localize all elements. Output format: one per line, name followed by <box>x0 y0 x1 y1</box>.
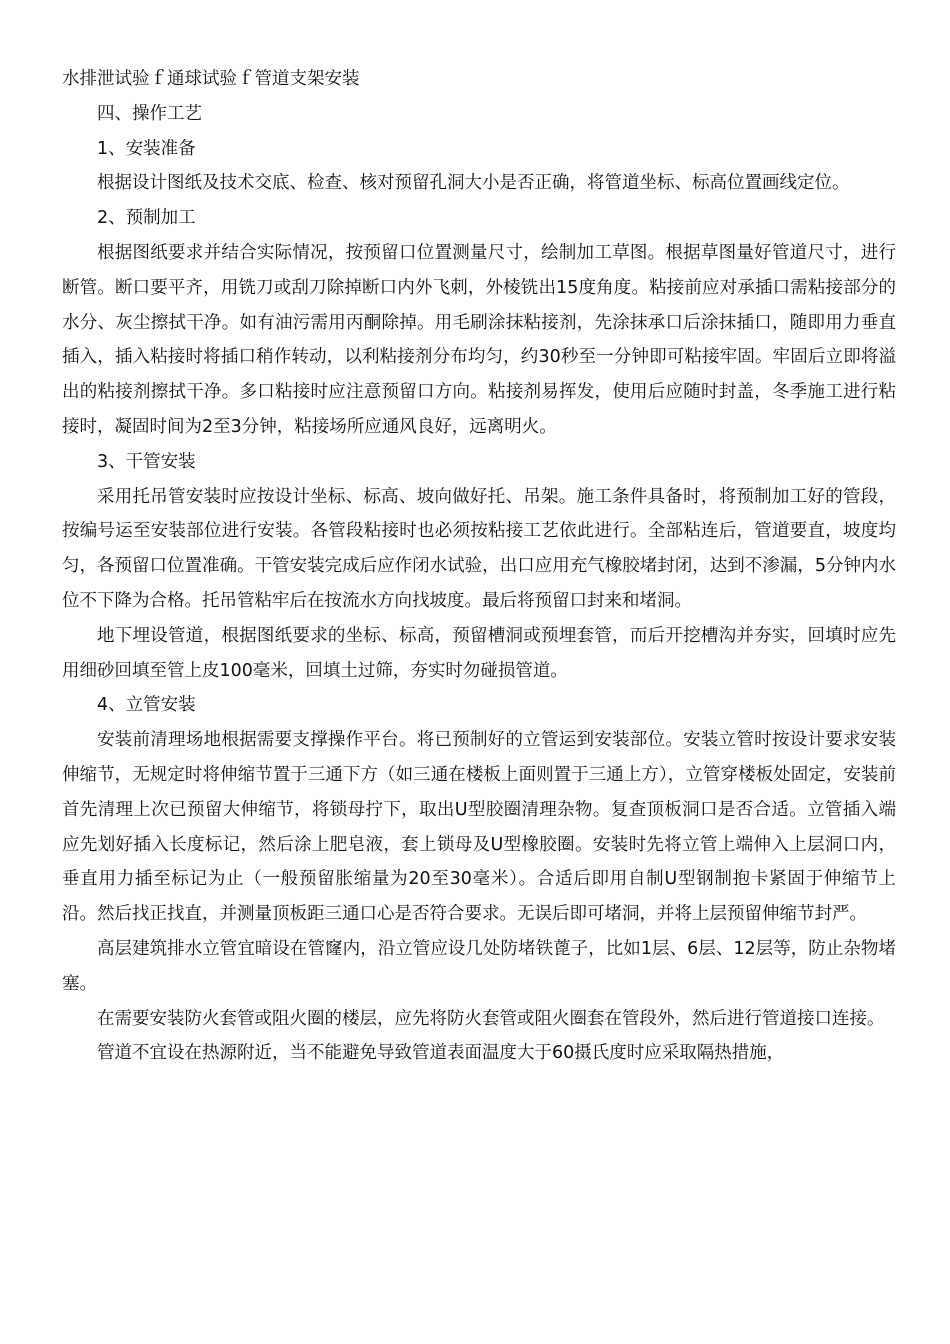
paragraph-riser-installation: 安装前清理场地根据需要支撑操作平台。将已预制好的立管运到安装部位。安装立管时按设计要求安装伸缩节，无规定时将伸缩节置于三通下方（如三通在楼板上面则置于三通上方），立管穿楼板处固定，安装前首先清理上次已预留大伸缩节，将锁母拧下，取出U型胶圈清理杂物。复查顶板洞口是否合适。立管插入端应先划好插入长度标记，然后涂上肥皂液，套上锁母及U型橡胶圈。安装时先将立管上端伸入上层洞口内，垂直用力插至标记为止（一般预留胀缩量为20至30毫米）。合适后即用自制U型钢制抱卡紧固于伸缩节上沿。然后找正找直，并测量顶板距三通口心是否符合要求。无误后即可堵洞，并将上层预留伸缩节封严。 <box>62 730 896 925</box>
subheading-main-pipe-installation: 3、干管安装 <box>97 451 196 472</box>
subheading-riser-installation: 4、立管安装 <box>97 695 196 716</box>
paragraph-process-flow-tail: 水排泄试验ｆ通球试验ｆ管道支架安装 <box>62 69 360 89</box>
paragraph-underground-pipe: 地下埋设管道，根据图纸要求的坐标、标高，预留槽洞或预埋套管，而后开挖槽沟并夯实，回填时应先用细砂回填至管上皮100毫米，回填土过筛，夯实时勿碰损管道。 <box>62 625 896 681</box>
section-heading-operation-process: 四、操作工艺 <box>97 103 202 124</box>
paragraph-installation-preparation: 根据设计图纸及技术交底、检查、核对预留孔洞大小是否正确，将管道坐标、标高位置画线定位。 <box>97 173 850 194</box>
paragraph-main-pipe-installation: 采用托吊管安装时应按设计坐标、标高、坡向做好托、吊架。施工条件具备时，将预制加工好的管段，按编号运至安装部位进行安装。各管段粘接时也必须按粘接工艺依此进行。全部粘连后，管道要直，坡度均匀，各预留口位置准确。干管安装完成后应作闭水试验，出口应用充气橡胶堵封闭，达到不渗漏，5分钟内水位不下降为合格。托吊管粘牢后在按流水方向找坡度。最后将预留口封来和堵洞。 <box>62 486 896 611</box>
paragraph-heat-source: 管道不宜设在热源附近，当不能避免导致管道表面温度大于60摄氏度时应采取隔热措施， <box>97 1043 785 1064</box>
subheading-installation-preparation: 1、安装准备 <box>97 138 196 159</box>
paragraph-high-rise-riser: 高层建筑排水立管宜暗设在管窿内，沿立管应设几处防堵铁蓖子，比如1层、6层、12层等，防止杂物堵塞。 <box>62 938 896 994</box>
paragraph-prefabrication: 根据图纸要求并结合实际情况，按预留口位置测量尺寸，绘制加工草图。根据草图量好管道尺寸，进行断管。断口要平齐，用铣刀或刮刀除掉断口内外飞刺，外棱铣出15度角度。粘接前应对承插口需粘接部分的水分、灰尘擦拭干净。如有油污需用丙酮除掉。用毛刷涂抹粘接剂，先涂抹承口后涂抹插口，随即用力垂直插入，插入粘接时将插口稍作转动，以利粘接剂分布均匀，约30秒至一分钟即可粘接牢固。牢固后立即将溢出的粘接剂擦拭干净。多口粘接时应注意预留口方向。粘接剂易挥发，使用后应随时封盖，冬季施工进行粘接时，凝固时间为2至3分钟，粘接场所应通风良好，远离明火。 <box>62 242 896 437</box>
document-page <box>62 62 896 1071</box>
paragraph-fire-sleeve: 在需要安装防火套管或阻火圈的楼层，应先将防火套管或阻火圈套在管段外，然后进行管道接口连接。 <box>97 1008 885 1029</box>
subheading-prefabrication: 2、预制加工 <box>97 208 196 229</box>
